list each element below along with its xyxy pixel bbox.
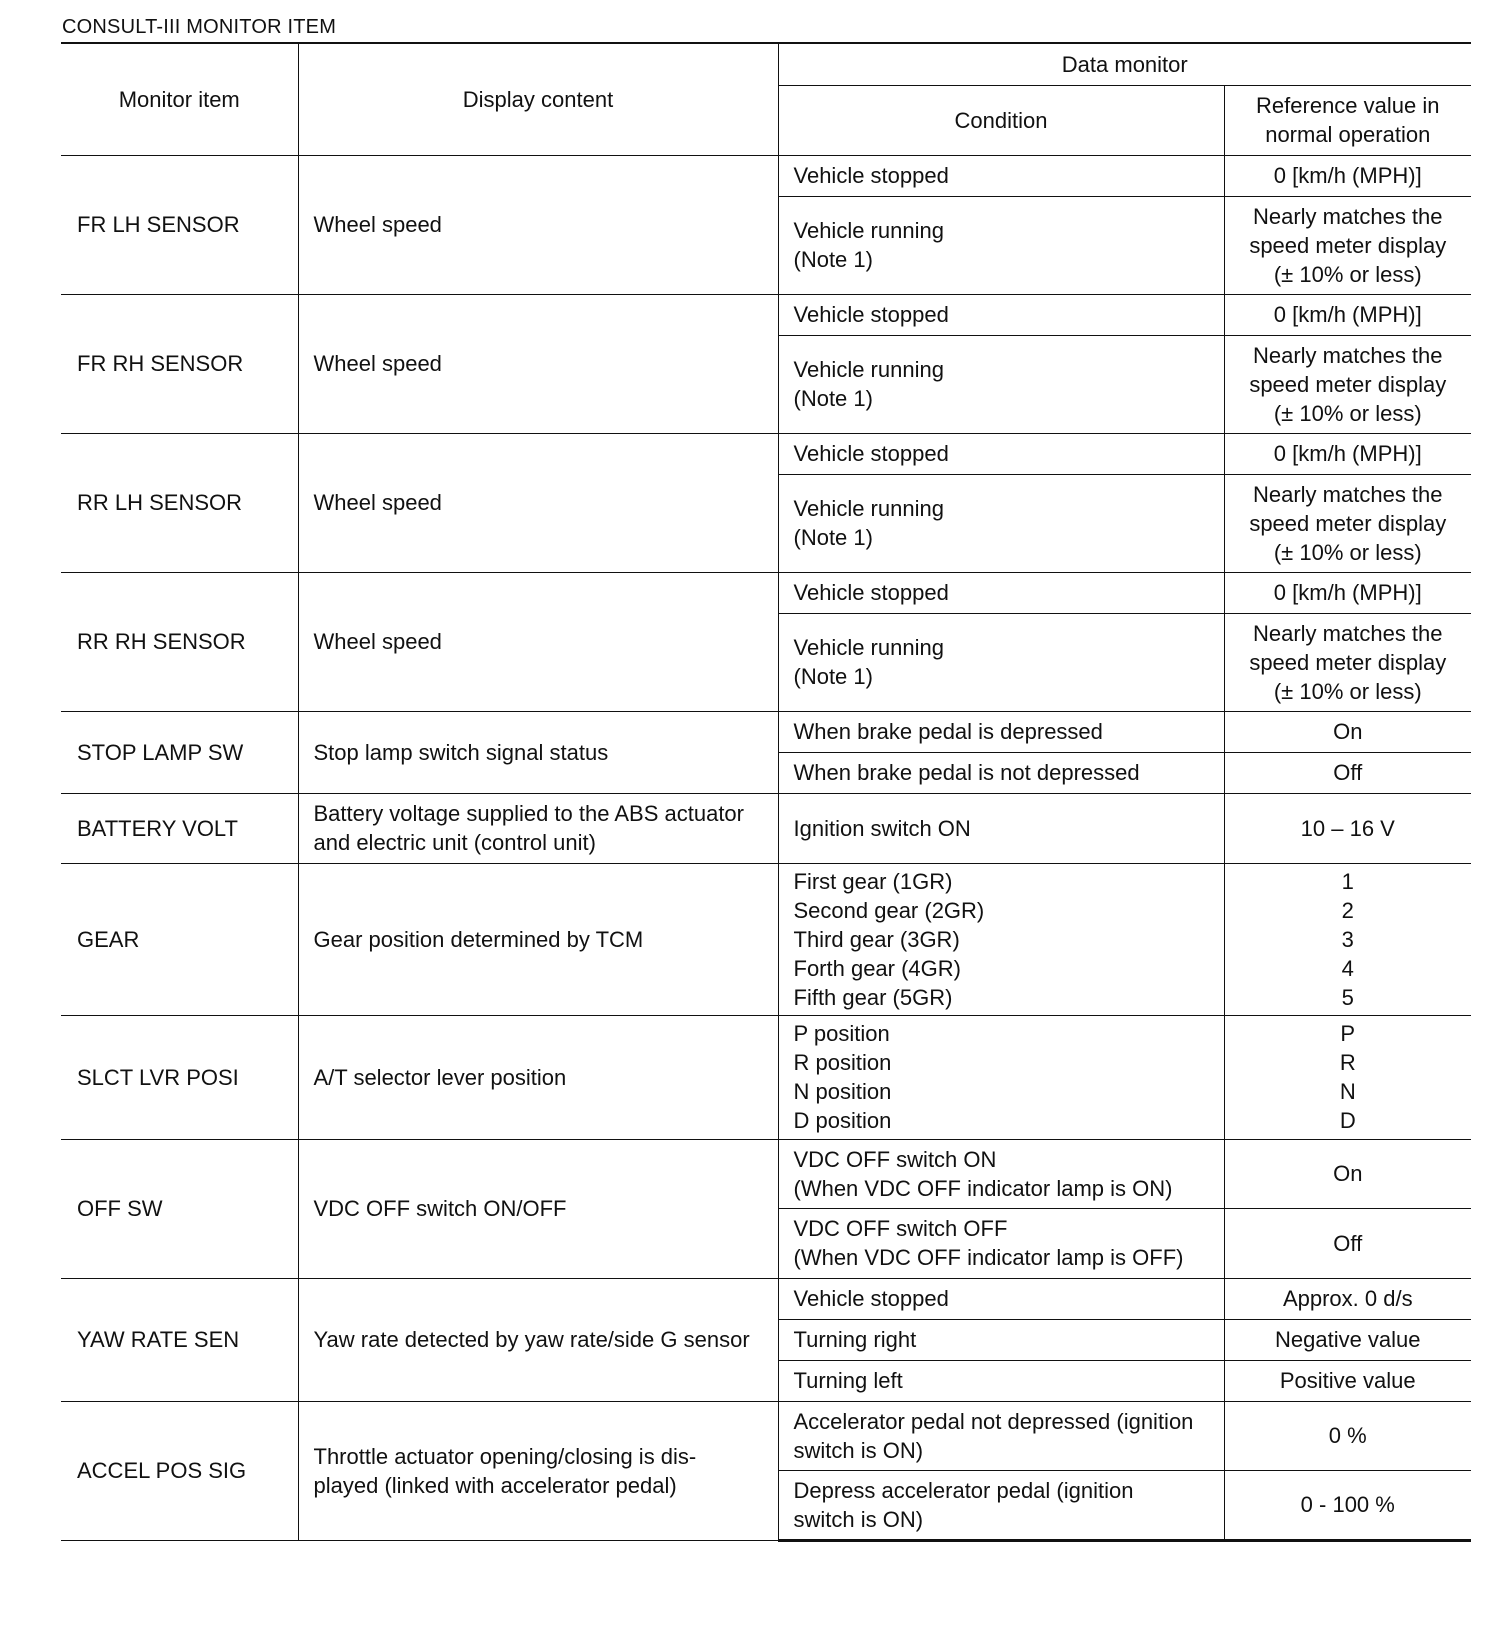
reference-value-cell: Nearly matches the speed meter display (± 10% or less): [1224, 196, 1471, 294]
table-row: [61, 294, 1471, 335]
condition-cell: Turning left: [778, 1360, 1224, 1401]
header-reference-value: Reference value in normal operation: [1224, 85, 1471, 155]
reference-value-cell: Nearly matches the speed meter display (± 10% or less): [1224, 474, 1471, 572]
condition-cell: Vehicle stopped: [778, 155, 1224, 196]
reference-value-cell: 0 [km/h (MPH)]: [1224, 294, 1471, 335]
reference-value-cell: On: [1224, 1139, 1471, 1208]
condition-cell: P position R position N position D position: [778, 1015, 1224, 1139]
reference-value-cell: 0 [km/h (MPH)]: [1224, 572, 1471, 613]
display-content-cell: Battery voltage supplied to the ABS actuator and electric unit (control unit): [298, 793, 778, 863]
monitor-item-cell: ACCEL POS SIG: [61, 1401, 298, 1540]
monitor-item-cell: BATTERY VOLT: [61, 793, 298, 863]
monitor-item-cell: SLCT LVR POSI: [61, 1015, 298, 1139]
monitor-item-cell: FR LH SENSOR: [61, 155, 298, 294]
reference-value-cell: Approx. 0 d/s: [1224, 1278, 1471, 1319]
condition-cell: Turning right: [778, 1319, 1224, 1360]
monitor-item-cell: RR RH SENSOR: [61, 572, 298, 711]
condition-cell: VDC OFF switch ON (When VDC OFF indicator lamp is ON): [778, 1139, 1224, 1208]
condition-cell: Depress accelerator pedal (ignition switch is ON): [778, 1470, 1224, 1540]
monitor-item-cell: OFF SW: [61, 1139, 298, 1278]
condition-cell: Vehicle running (Note 1): [778, 474, 1224, 572]
table-row: [61, 711, 1471, 752]
display-content-cell: A/T selector lever position: [298, 1015, 778, 1139]
condition-cell: VDC OFF switch OFF (When VDC OFF indicator lamp is OFF): [778, 1208, 1224, 1278]
reference-value-cell: 0 - 100 %: [1224, 1470, 1471, 1540]
reference-value-cell: 1 2 3 4 5: [1224, 863, 1471, 1015]
condition-cell: Vehicle running (Note 1): [778, 613, 1224, 711]
header-display-content: Display content: [298, 43, 778, 155]
condition-cell: Vehicle running (Note 1): [778, 196, 1224, 294]
condition-cell: Vehicle stopped: [778, 433, 1224, 474]
monitor-item-cell: STOP LAMP SW: [61, 711, 298, 793]
display-content-cell: Throttle actuator opening/closing is dis- played (linked with accelerator pedal): [298, 1401, 778, 1540]
header-monitor-item: Monitor item: [61, 43, 298, 155]
reference-value-cell: Negative value: [1224, 1319, 1471, 1360]
monitor-item-table: [61, 42, 1471, 1542]
table-row: [61, 1139, 1471, 1208]
reference-value-cell: Nearly matches the speed meter display (± 10% or less): [1224, 613, 1471, 711]
monitor-item-cell: FR RH SENSOR: [61, 294, 298, 433]
display-content-cell: Wheel speed: [298, 572, 778, 711]
table-row: [61, 155, 1471, 196]
reference-value-cell: P R N D: [1224, 1015, 1471, 1139]
table-row: [61, 1278, 1471, 1319]
condition-cell: Vehicle stopped: [778, 294, 1224, 335]
display-content-cell: Wheel speed: [298, 294, 778, 433]
reference-value-cell: 0 [km/h (MPH)]: [1224, 155, 1471, 196]
monitor-item-cell: YAW RATE SEN: [61, 1278, 298, 1401]
reference-value-cell: 10 – 16 V: [1224, 793, 1471, 863]
condition-cell: When brake pedal is depressed: [778, 711, 1224, 752]
monitor-item-cell: RR LH SENSOR: [61, 433, 298, 572]
condition-cell: Vehicle stopped: [778, 572, 1224, 613]
table-row: [61, 572, 1471, 613]
table-row: [61, 863, 1471, 1015]
condition-cell: Ignition switch ON: [778, 793, 1224, 863]
header-condition: Condition: [778, 85, 1224, 155]
table-row: [61, 1015, 1471, 1139]
table-row: [61, 793, 1471, 863]
display-content-cell: Wheel speed: [298, 433, 778, 572]
document-title: CONSULT-III MONITOR ITEM: [62, 16, 337, 38]
display-content-cell: Wheel speed: [298, 155, 778, 294]
reference-value-cell: Positive value: [1224, 1360, 1471, 1401]
table-row: [61, 433, 1471, 474]
reference-value-cell: Off: [1224, 752, 1471, 793]
display-content-cell: Yaw rate detected by yaw rate/side G sensor: [298, 1278, 778, 1401]
display-content-cell: Gear position determined by TCM: [298, 863, 778, 1015]
reference-value-cell: Nearly matches the speed meter display (± 10% or less): [1224, 335, 1471, 433]
reference-value-cell: Off: [1224, 1208, 1471, 1278]
display-content-cell: Stop lamp switch signal status: [298, 711, 778, 793]
display-content-cell: VDC OFF switch ON/OFF: [298, 1139, 778, 1278]
condition-cell: Accelerator pedal not depressed (ignition switch is ON): [778, 1401, 1224, 1470]
header-data-monitor: Data monitor: [778, 43, 1471, 85]
reference-value-cell: 0 %: [1224, 1401, 1471, 1470]
table-row: [61, 1401, 1471, 1470]
condition-cell: Vehicle stopped: [778, 1278, 1224, 1319]
monitor-item-cell: GEAR: [61, 863, 298, 1015]
condition-cell: When brake pedal is not depressed: [778, 752, 1224, 793]
reference-value-cell: On: [1224, 711, 1471, 752]
reference-value-cell: 0 [km/h (MPH)]: [1224, 433, 1471, 474]
condition-cell: Vehicle running (Note 1): [778, 335, 1224, 433]
condition-cell: First gear (1GR) Second gear (2GR) Third gear (3GR) Forth gear (4GR) Fifth gear (5GR): [778, 863, 1224, 1015]
